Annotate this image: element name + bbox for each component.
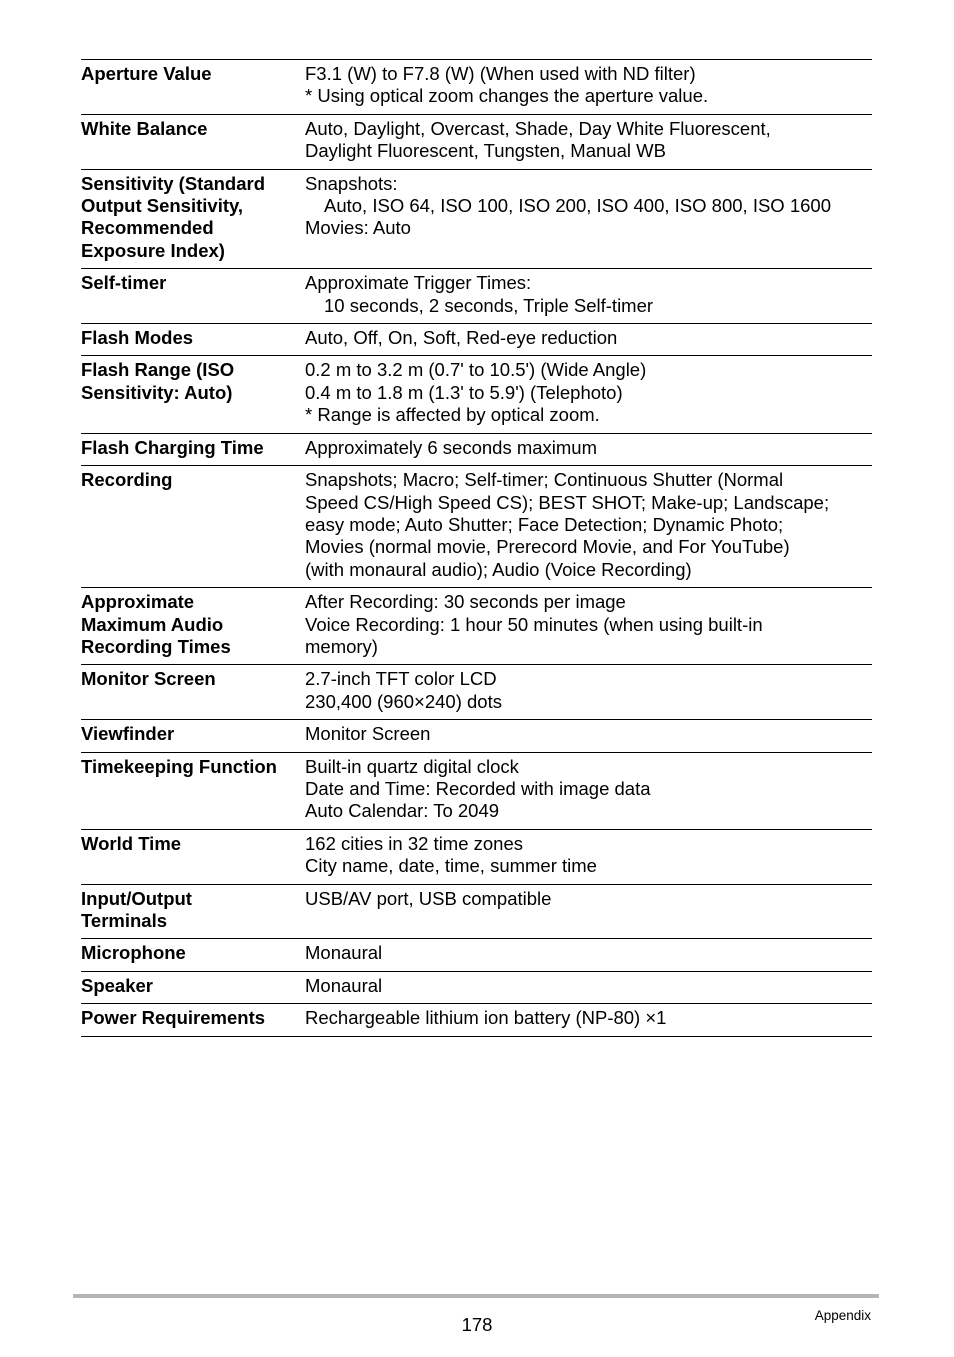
spec-value [305, 975, 872, 997]
spec-value-line: Date and Time: Recorded with image data [305, 777, 651, 799]
spec-value-line: After Recording: 30 seconds per image [305, 591, 626, 613]
spec-value-line: * Using optical zoom changes the aperture value. [305, 85, 709, 107]
spec-label [81, 1007, 305, 1029]
spec-label-line: Terminals [81, 910, 168, 931]
spec-row [81, 720, 872, 752]
spec-value [305, 272, 872, 317]
spec-value [305, 942, 872, 964]
spec-value-line: City name, date, time, summer time [305, 855, 597, 877]
spec-table [81, 59, 872, 1037]
spec-row [81, 115, 872, 170]
spec-row [81, 269, 872, 324]
spec-value-line: Rechargeable lithium ion battery (NP-80) ×1 [305, 1007, 667, 1029]
spec-value-line: Auto, Daylight, Overcast, Shade, Day White Fluorescent, [305, 117, 771, 139]
spec-label-line: Flash Charging Time [81, 436, 264, 458]
spec-value-line: Daylight Fluorescent, Tungsten, Manual WB [305, 140, 666, 162]
spec-label [81, 469, 305, 581]
spec-value [305, 63, 872, 108]
spec-value-line: Monitor Screen [305, 723, 431, 745]
spec-label [81, 723, 305, 745]
spec-row [81, 1004, 872, 1036]
spec-label-line: Self-timer [81, 272, 167, 294]
spec-label [81, 437, 305, 459]
spec-label [81, 63, 305, 108]
spec-row [81, 60, 872, 115]
spec-value [305, 591, 872, 658]
spec-value [305, 833, 872, 878]
spec-value-line: Monaural [305, 974, 383, 996]
spec-label [81, 272, 305, 317]
spec-label [81, 975, 305, 997]
spec-value-line: Built-in quartz digital clock [305, 755, 519, 777]
spec-value [305, 327, 872, 349]
spec-value-line: Snapshots: [305, 172, 398, 194]
spec-label [81, 327, 305, 349]
spec-value [305, 723, 872, 745]
spec-value-line: 162 cities in 32 time zones [305, 832, 524, 854]
spec-row [81, 972, 872, 1004]
section-name: Appendix [814, 1308, 871, 1323]
spec-label-line: Flash Range (ISO [81, 359, 235, 381]
spec-label-line: Recording [81, 469, 173, 491]
spec-value-line: 230,400 (960×240) dots [305, 690, 502, 712]
spec-label [81, 942, 305, 964]
spec-label-line: Sensitivity: Auto) [81, 381, 233, 403]
spec-row [81, 588, 872, 665]
spec-value [305, 756, 872, 823]
spec-label-line: Exposure Index) [81, 239, 225, 261]
spec-value-line: 0.2 m to 3.2 m (0.7' to 10.5') (Wide Angle) [305, 359, 647, 381]
spec-label-line: Microphone [81, 942, 186, 964]
spec-value-line: memory) [305, 635, 378, 657]
spec-label-line: Output Sensitivity, [81, 195, 244, 217]
spec-label-line: Sensitivity (Standard [81, 172, 266, 194]
spec-label-line: Timekeeping Function [81, 755, 277, 777]
page-number: 178 [461, 1314, 493, 1335]
spec-label [81, 668, 305, 713]
spec-label-line: Power Requirements [81, 1007, 266, 1029]
spec-value [305, 173, 872, 263]
spec-value-line: Approximate Trigger Times: [305, 272, 532, 294]
spec-label [81, 359, 305, 426]
spec-value-line: (with monaural audio); Audio (Voice Recording) [305, 558, 692, 580]
footer-divider [73, 1294, 879, 1298]
spec-value-line: easy mode; Auto Shutter; Face Detection; Dynamic Photo; [305, 513, 784, 535]
spec-value-line: 10 seconds, 2 seconds, Triple Self-timer [324, 294, 654, 316]
spec-row [81, 753, 872, 830]
spec-value [305, 668, 872, 713]
spec-row [81, 939, 872, 971]
spec-label-line: Approximate [81, 591, 195, 613]
spec-label-line: Aperture Value [81, 63, 212, 84]
spec-label [81, 833, 305, 878]
spec-value-line: Auto, Off, On, Soft, Red-eye reduction [305, 327, 618, 349]
spec-value [305, 1007, 872, 1029]
spec-value [305, 437, 872, 459]
spec-value-line: Voice Recording: 1 hour 50 minutes (when using built-in [305, 613, 763, 635]
spec-label-line: Viewfinder [81, 723, 175, 745]
spec-value-line: Speed CS/High Speed CS); BEST SHOT; Make-up; Landscape; [305, 491, 830, 513]
spec-value [305, 359, 872, 426]
spec-label [81, 888, 305, 933]
spec-label-line: World Time [81, 832, 182, 854]
spec-label [81, 756, 305, 823]
spec-value-line: * Range is affected by optical zoom. [305, 404, 600, 426]
spec-value-line: Movies: Auto [305, 217, 411, 239]
spec-row [81, 885, 872, 940]
spec-row [81, 324, 872, 356]
spec-value [305, 888, 872, 933]
spec-row [81, 170, 872, 270]
spec-label-line: Input/Output [81, 887, 192, 909]
spec-value-line: Auto Calendar: To 2049 [305, 800, 500, 822]
spec-label-line: Flash Modes [81, 327, 194, 349]
spec-row [81, 665, 872, 720]
spec-value-line: Monaural [305, 942, 383, 964]
spec-label [81, 118, 305, 163]
spec-row [81, 356, 872, 433]
spec-value-line: 2.7-inch TFT color LCD [305, 668, 497, 690]
spec-value [305, 469, 872, 581]
spec-value-line: Snapshots; Macro; Self-timer; Continuous Shutter (Normal [305, 469, 784, 491]
spec-label-line: Maximum Audio [81, 613, 224, 635]
spec-value-line: 0.4 m to 1.8 m (1.3' to 5.9') (Telephoto) [305, 381, 623, 403]
spec-value [305, 118, 872, 163]
spec-row [81, 434, 872, 466]
spec-row [81, 830, 872, 885]
spec-value-line: Approximately 6 seconds maximum [305, 436, 597, 458]
spec-label-line: Recommended [81, 217, 214, 239]
spec-label [81, 591, 305, 658]
spec-value-line: Auto, ISO 64, ISO 100, ISO 200, ISO 400, ISO 800, ISO 1600 [324, 195, 831, 217]
spec-value-line: F3.1 (W) to F7.8 (W) (When used with ND filter) [305, 63, 696, 84]
spec-label-line: White Balance [81, 117, 208, 139]
spec-value-line: Movies (normal movie, Prerecord Movie, and For YouTube) [305, 536, 790, 558]
spec-label-line: Monitor Screen [81, 668, 216, 690]
spec-value-line: USB/AV port, USB compatible [305, 887, 552, 909]
spec-row [81, 466, 872, 588]
spec-label [81, 173, 305, 263]
spec-label-line: Recording Times [81, 635, 231, 657]
spec-label-line: Speaker [81, 974, 153, 996]
